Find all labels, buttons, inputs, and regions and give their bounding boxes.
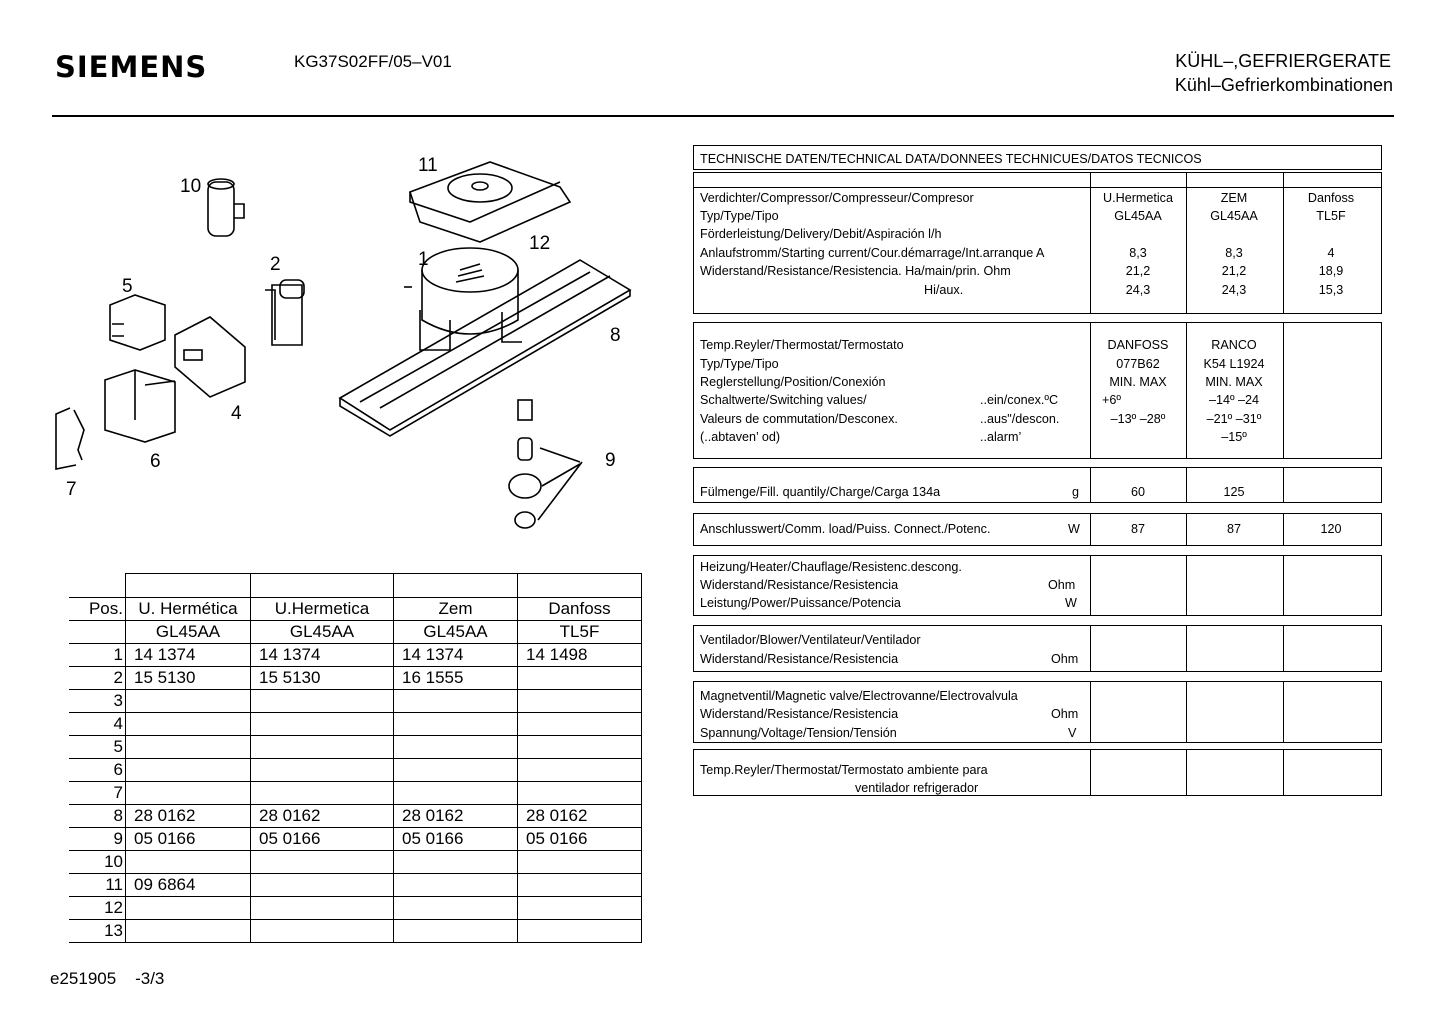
part-number-cell — [518, 782, 642, 805]
table-row — [69, 690, 642, 713]
compressor-name: ZEM — [1220, 191, 1248, 205]
table-row — [69, 828, 642, 851]
part-number-cell — [518, 736, 642, 759]
terminal-clamp-part — [110, 295, 165, 350]
part-number-cell — [518, 897, 642, 920]
label-12: 12 — [529, 233, 551, 254]
part-number-cell — [126, 713, 251, 736]
compressor-type: TL5F — [1316, 209, 1346, 223]
label-4: 4 — [231, 403, 242, 424]
part-number-cell: 09 6864 — [126, 874, 251, 897]
type-cell: GL45AA — [394, 621, 518, 644]
document-code: e251905 — [50, 969, 117, 988]
header-pos: Pos. — [69, 598, 126, 621]
part-number-cell — [518, 759, 642, 782]
parts-header-spacer — [69, 574, 642, 598]
magnetic-valve-box — [693, 681, 1382, 743]
part-number-cell — [126, 690, 251, 713]
part-number-cell — [126, 782, 251, 805]
compressor-current: 8,3 — [1129, 246, 1147, 260]
part-number-cell — [394, 920, 518, 943]
heater-box — [693, 555, 1382, 616]
tech-title-box — [693, 145, 1382, 170]
compressor-main: 21,2 — [1125, 264, 1151, 278]
pos-cell: 2 — [69, 667, 126, 690]
table-row — [69, 736, 642, 759]
label-11: 11 — [418, 155, 438, 176]
retaining-clip-part — [56, 408, 84, 469]
footer — [50, 969, 164, 989]
thermostat-aus: –13º –28º — [1110, 412, 1166, 426]
thermostat-name: DANFOSS — [1107, 338, 1169, 352]
blower-ohm-unit: Ohm — [1051, 652, 1079, 666]
blower-label: Ventilador/Blower/Ventilateur/Ventilador — [700, 633, 921, 647]
part-number-cell — [394, 851, 518, 874]
page-number: -3/3 — [135, 969, 165, 988]
thermostat-position: MIN. MAX — [1109, 375, 1167, 389]
compressor-main: 21,2 — [1221, 264, 1247, 278]
part-number-cell: 28 0162 — [251, 805, 394, 828]
part-number-cell: 05 0166 — [251, 828, 394, 851]
part-number-cell — [251, 851, 394, 874]
table-row — [69, 805, 642, 828]
load-label: Anschlusswert/Comm. load/Puiss. Connect./Potenc. — [700, 522, 991, 536]
resistance-aux-label: Hi/aux. — [924, 283, 964, 297]
ein-label: ..ein/conex.ºC — [980, 393, 1059, 407]
part-number-cell — [394, 690, 518, 713]
base-frame-part — [340, 260, 630, 436]
compressor-main: 18,9 — [1318, 264, 1344, 278]
position-label: Reglerstellung/Position/Conexión — [700, 375, 886, 389]
part-number-cell — [518, 851, 642, 874]
compressor-label: Verdichter/Compressor/Compresseur/Compresor — [700, 191, 974, 205]
part-number-cell — [251, 874, 394, 897]
part-number-cell: 14 1374 — [394, 644, 518, 667]
ambient-label: Temp.Reyler/Thermostat/Termostato ambiente para — [700, 763, 988, 777]
fill-value: 60 — [1130, 485, 1145, 499]
valve-ohm-unit: Ohm — [1051, 707, 1079, 721]
table-row — [69, 874, 642, 897]
part-number-cell: 28 0162 — [518, 805, 642, 828]
blower-box — [693, 625, 1382, 672]
thermostat-ein: –14º –24 — [1208, 393, 1260, 407]
load-value: 87 — [1226, 522, 1241, 536]
ambient-label-2: ventilador refrigerador — [855, 781, 979, 795]
thermostat-ein: +6º — [1102, 393, 1121, 407]
type-label: Typ/Type/Tipo — [700, 357, 779, 371]
exploded-parts-diagram — [40, 140, 660, 540]
pos-cell: 6 — [69, 759, 126, 782]
fill-label: Fülmenge/Fill. quantily/Charge/Carga 134a — [700, 485, 941, 499]
part-number-cell — [518, 874, 642, 897]
table-row — [69, 920, 642, 943]
thermostat-label: Temp.Reyler/Thermostat/Termostato — [700, 338, 904, 352]
parts-table — [69, 573, 642, 943]
parts-type-row — [69, 621, 642, 644]
header-col: Danfoss — [518, 598, 642, 621]
fastener-set-part — [509, 400, 582, 528]
pos-cell: 11 — [69, 874, 126, 897]
tech-spacer-box — [693, 172, 1382, 188]
valve-v-unit: V — [1068, 726, 1077, 740]
load-unit: W — [1068, 522, 1080, 536]
label-1: 1 — [418, 249, 429, 270]
part-number-cell — [126, 851, 251, 874]
thermostat-position: MIN. MAX — [1205, 375, 1263, 389]
part-number-cell: 05 0166 — [518, 828, 642, 851]
fill-unit: g — [1072, 485, 1080, 499]
part-number-cell — [394, 736, 518, 759]
part-number-cell — [394, 897, 518, 920]
heater-power-label: Leistung/Power/Puissance/Potencia — [700, 596, 901, 610]
part-number-cell — [251, 782, 394, 805]
thermostat-name: RANCO — [1211, 338, 1257, 352]
type-cell — [69, 621, 126, 644]
part-number-cell: 14 1374 — [251, 644, 394, 667]
aus-label: ..aus"/descon. — [980, 412, 1060, 426]
table-row — [69, 851, 642, 874]
table-row — [69, 713, 642, 736]
compressor-type: GL45AA — [1210, 209, 1258, 223]
overload-protector-part — [105, 370, 175, 442]
part-number-cell: 28 0162 — [126, 805, 251, 828]
type-cell: GL45AA — [126, 621, 251, 644]
relay-cover-part — [175, 317, 245, 397]
part-number-cell — [251, 690, 394, 713]
heater-ohm-unit: Ohm — [1048, 578, 1076, 592]
part-number-cell: 16 1555 — [394, 667, 518, 690]
pos-cell: 9 — [69, 828, 126, 851]
part-number-cell — [518, 690, 642, 713]
heater-w-unit: W — [1065, 596, 1077, 610]
part-number-cell: 05 0166 — [394, 828, 518, 851]
label-2: 2 — [270, 254, 281, 275]
header-divider — [52, 115, 1394, 117]
part-number-cell: 14 1498 — [518, 644, 642, 667]
compressor-current: 8,3 — [1225, 246, 1243, 260]
starting-current-label: Anlaufstromm/Starting current/Cour.démarrage/Int.arranque A — [700, 246, 1045, 260]
part-number-cell — [251, 897, 394, 920]
pos-cell: 13 — [69, 920, 126, 943]
pos-cell: 3 — [69, 690, 126, 713]
compressor-name: Danfoss — [1307, 191, 1355, 205]
category-title: KÜHL–,GEFRIERGERATE — [1175, 51, 1391, 71]
part-number-cell — [518, 667, 642, 690]
compressor-current: 4 — [1327, 246, 1335, 260]
pos-cell: 10 — [69, 851, 126, 874]
heater-label: Heizung/Heater/Chauflage/Resistenc.descong. — [700, 560, 962, 574]
part-number-cell: 15 5130 — [251, 667, 394, 690]
part-number-cell — [518, 920, 642, 943]
part-number-cell — [251, 713, 394, 736]
parts-header-row — [69, 598, 642, 621]
compressor-aux: 15,3 — [1318, 283, 1344, 297]
part-number-cell — [394, 713, 518, 736]
table-row — [69, 782, 642, 805]
fill-value: 125 — [1223, 485, 1245, 499]
label-10: 10 — [180, 176, 202, 197]
fill-quantity-box — [693, 467, 1382, 503]
valve-label: Magnetventil/Magnetic valve/Electrovanne/Electrovalvula — [700, 689, 1018, 703]
connected-load-box — [693, 513, 1382, 546]
type-cell: GL45AA — [251, 621, 394, 644]
type-label: Typ/Type/Tipo — [700, 209, 779, 223]
parts-body — [69, 644, 642, 943]
relay-part — [265, 280, 304, 345]
label-6: 6 — [150, 451, 161, 472]
part-number-cell — [126, 759, 251, 782]
pos-cell: 4 — [69, 713, 126, 736]
compressor-type: GL45AA — [1114, 209, 1162, 223]
header-col: U. Hermética — [126, 598, 251, 621]
header-col: U.Hermetica — [251, 598, 394, 621]
part-number-cell — [126, 736, 251, 759]
pos-cell: 7 — [69, 782, 126, 805]
part-number-cell — [126, 897, 251, 920]
pos-cell: 1 — [69, 644, 126, 667]
category-subtitle: Kühl–Gefrierkombinationen — [1174, 75, 1393, 95]
thermostat-box — [693, 322, 1382, 459]
capacitor-part — [208, 179, 244, 236]
label-5: 5 — [122, 276, 133, 297]
switching-label: Schaltwerte/Switching values/ — [700, 393, 867, 407]
resistance-main-label: Widerstand/Resistance/Resistencia. Ha/main/prin. Ohm — [700, 264, 1011, 278]
load-value: 87 — [1130, 522, 1145, 536]
compressor-aux: 24,3 — [1125, 283, 1151, 297]
part-number-cell — [518, 713, 642, 736]
heater-resistance-label: Widerstand/Resistance/Resistencia — [700, 578, 899, 592]
pos-cell: 12 — [69, 897, 126, 920]
part-number-cell: 05 0166 — [126, 828, 251, 851]
valve-resistance-label: Widerstand/Resistance/Resistencia — [700, 707, 899, 721]
compressor-name: U.Hermetica — [1103, 191, 1173, 205]
compressor-aux: 24,3 — [1221, 283, 1247, 297]
load-value: 120 — [1320, 522, 1342, 536]
label-8: 8 — [610, 325, 621, 346]
part-number-cell — [126, 920, 251, 943]
header-col: Zem — [394, 598, 518, 621]
label-9: 9 — [605, 450, 616, 471]
commutation-label: Valeurs de commutation/Desconex. — [700, 412, 898, 426]
part-number-cell — [394, 782, 518, 805]
blower-resistance-label: Widerstand/Resistance/Resistencia — [700, 652, 899, 666]
part-number-cell: 14 1374 — [126, 644, 251, 667]
table-row — [69, 759, 642, 782]
valve-voltage-label: Spannung/Voltage/Tension/Tensión — [700, 726, 897, 740]
table-row — [69, 667, 642, 690]
thermostat-type: K54 L1924 — [1203, 357, 1265, 371]
thermostat-type: 077B62 — [1116, 357, 1160, 371]
ambient-thermostat-box — [693, 749, 1382, 796]
table-row — [69, 644, 642, 667]
pos-cell: 5 — [69, 736, 126, 759]
alarm-label: ..alarm’ — [980, 430, 1022, 444]
part-number-cell: 15 5130 — [126, 667, 251, 690]
label-7: 7 — [66, 479, 77, 500]
part-number-cell — [251, 920, 394, 943]
part-number-cell — [251, 736, 394, 759]
model-number: KG37S02FF/05–V01 — [294, 52, 452, 71]
brand-logo: SIEMENS — [55, 50, 208, 84]
delivery-label: Förderleistung/Delivery/Debit/Aspiración l/h — [700, 227, 942, 241]
part-number-cell — [394, 874, 518, 897]
tech-title: TECHNISCHE DATEN/TECHNICAL DATA/DONNEES TECHNICUES/DATOS TECNICOS — [700, 152, 1202, 166]
part-number-cell — [394, 759, 518, 782]
thermostat-aus: –21º –31º — [1206, 412, 1262, 426]
thermostat-alarm: –15º — [1221, 430, 1247, 444]
table-row — [69, 897, 642, 920]
pos-cell: 8 — [69, 805, 126, 828]
defrost-label: (..abtaven’ od) — [700, 430, 781, 444]
part-number-cell — [251, 759, 394, 782]
type-cell: TL5F — [518, 621, 642, 644]
compressor-box — [693, 187, 1382, 314]
part-number-cell: 28 0162 — [394, 805, 518, 828]
